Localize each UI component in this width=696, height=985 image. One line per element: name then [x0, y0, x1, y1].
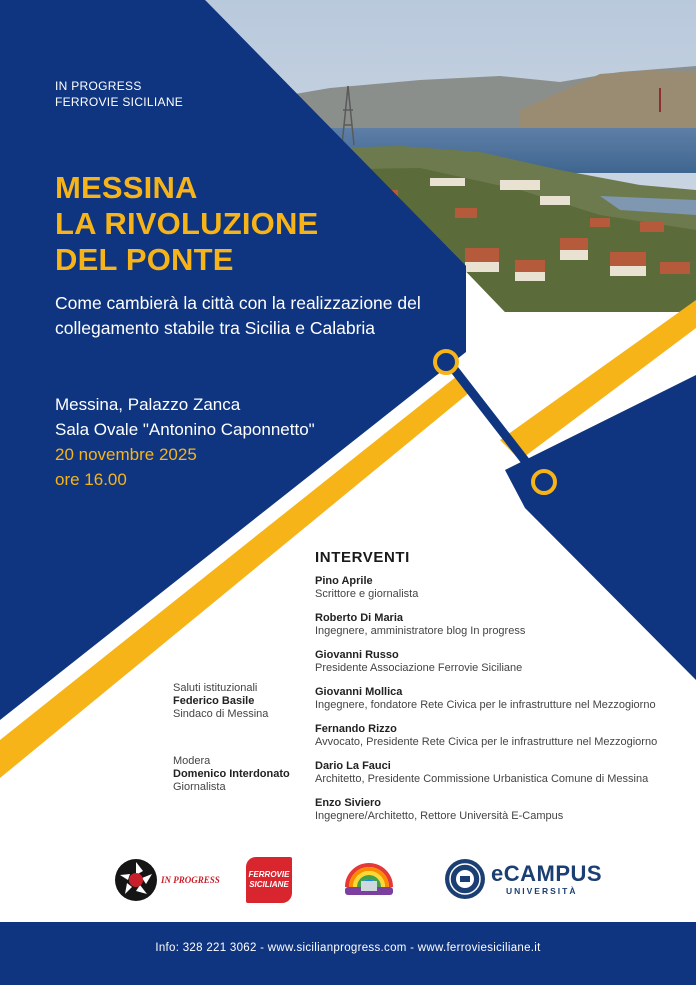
event-details [55, 392, 315, 492]
speaker-name: Enzo Siviero [315, 797, 382, 809]
event-title [55, 170, 318, 278]
saluti-label: Saluti istituzionali [173, 682, 258, 694]
speaker-item [315, 649, 657, 686]
ferrovie-line1: FERROVIE [248, 870, 290, 879]
event-time: ore 16.00 [55, 470, 127, 489]
speaker-item [315, 723, 657, 760]
ecampus-logo-sub: UNIVERSITÀ [506, 886, 578, 896]
ecampus-logo-main: eCAMPUS [491, 861, 603, 886]
rete-civica-logo [343, 857, 395, 901]
interventi-heading: INTERVENTI [315, 549, 410, 566]
speaker-item [315, 575, 657, 612]
title-line3: DEL PONTE [55, 242, 234, 277]
inprogress-logo-text: IN PROGRESS [161, 875, 220, 885]
org-header [55, 78, 183, 110]
ferrovie-line2: SICILIANE [249, 880, 289, 889]
event-date: 20 novembre 2025 [55, 445, 197, 464]
saluti-role: Sindaco di Messina [173, 708, 269, 720]
venue-line1: Messina, Palazzo Zanca [55, 395, 241, 414]
speaker-name: Roberto Di Maria [315, 612, 404, 624]
speaker-name: Fernando Rizzo [315, 723, 397, 735]
org-line1: IN PROGRESS [55, 79, 142, 93]
ferrovie-logo-text [246, 870, 292, 890]
speaker-item [315, 797, 657, 834]
venue-line2: Sala Ovale "Antonino Caponnetto" [55, 420, 315, 439]
speaker-name: Giovanni Mollica [315, 686, 403, 698]
ecampus-seal-icon [444, 858, 486, 900]
title-line2: LA RIVOLUZIONE [55, 206, 319, 241]
speaker-name: Pino Aprile [315, 575, 373, 587]
connector-circle-bottom [533, 471, 555, 493]
footer-info: Info: 328 221 3062 - www.sicilianprogress.com - www.ferroviesiciliane.it [155, 942, 541, 954]
ferrovie-logo [246, 857, 292, 903]
speaker-name: Dario La Fauci [315, 760, 391, 772]
rainbow-arc-icon [343, 857, 395, 901]
speaker-role: Scrittore e giornalista [315, 588, 419, 600]
speaker-role: Ingegnere, fondatore Rete Civica per le infrastrutture nel Mezzogiorno [315, 699, 656, 711]
footer-bar [0, 922, 696, 985]
aperture-icon [113, 857, 159, 903]
ecampus-logo [444, 856, 614, 902]
connector-circle-top [435, 351, 457, 373]
modera-name: Domenico Interdonato [173, 768, 290, 780]
speaker-item [315, 686, 657, 723]
speaker-list [315, 575, 657, 834]
speaker-role: Ingegnere/Architetto, Rettore Università E-Campus [315, 810, 564, 822]
speaker-role: Architetto, Presidente Commissione Urbanistica Comune di Messina [315, 773, 649, 785]
modera-block [173, 755, 290, 794]
speaker-item [315, 612, 657, 649]
speaker-role: Ingegnere, amministratore blog In progress [315, 625, 526, 637]
saluti-block [173, 682, 268, 721]
modera-label: Modera [173, 755, 211, 767]
speaker-role: Presidente Associazione Ferrovie Siciliane [315, 662, 523, 674]
org-line2: FERROVIE SICILIANE [55, 95, 184, 109]
modera-role: Giornalista [173, 781, 226, 793]
speaker-name: Giovanni Russo [315, 649, 399, 661]
speaker-item [315, 760, 657, 797]
speaker-role: Avvocato, Presidente Rete Civica per le infrastrutture nel Mezzogiorno [315, 736, 658, 748]
event-subtitle: Come cambierà la città con la realizzazione del collegamento stabile tra Sicilia e Calabria [55, 293, 421, 338]
title-line1: MESSINA [55, 170, 198, 205]
saluti-name: Federico Basile [173, 695, 255, 707]
inprogress-logo [113, 857, 220, 903]
